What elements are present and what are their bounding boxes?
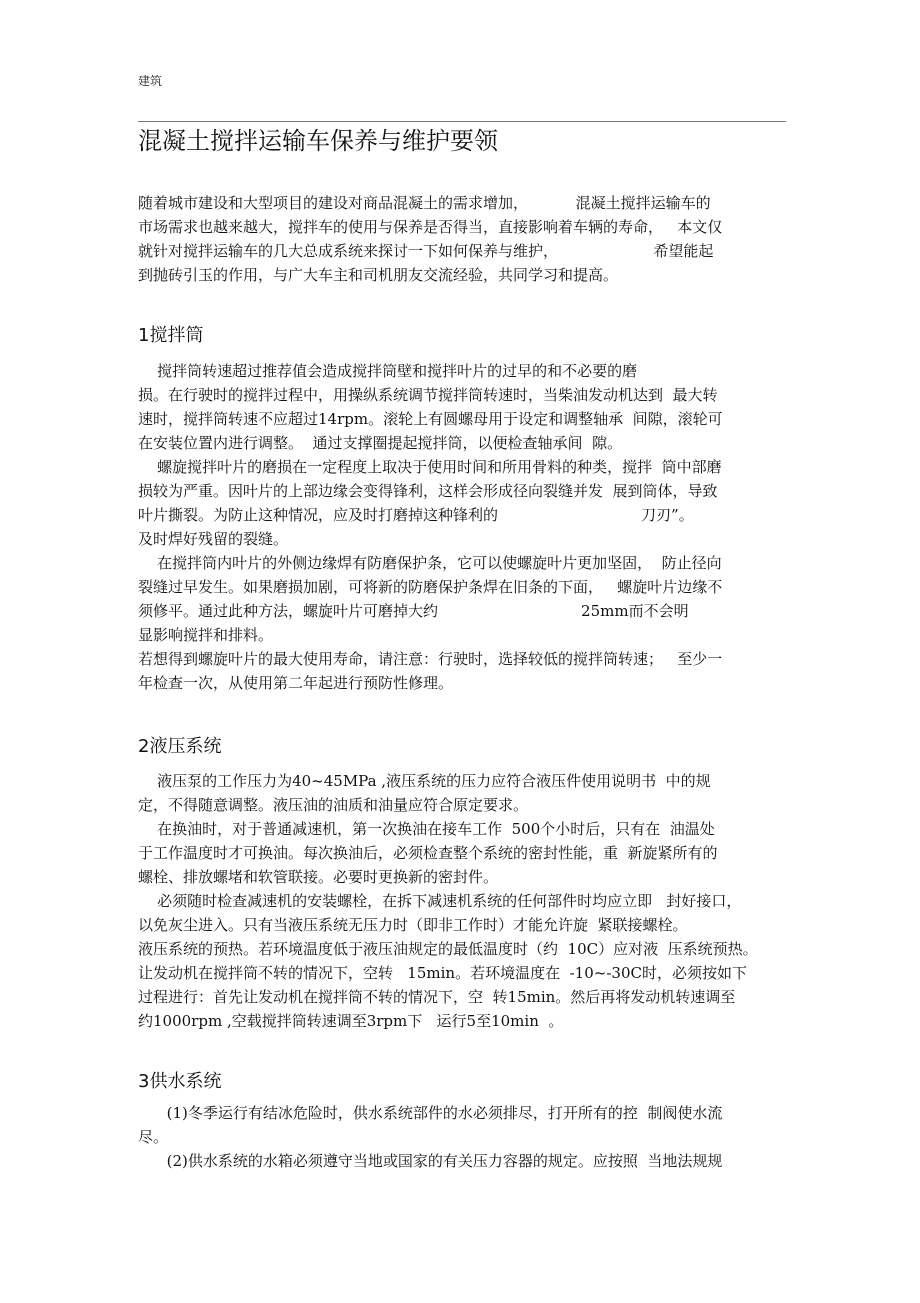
text-line: 过程进行：首先让发动机在搅拌筒不转的情况下，空 转15min。然后再将发动机转速调至: [138, 988, 736, 1006]
text-line: 必须随时检查减速机的安装螺栓，在拆下减速机系统的任何部件时均应立即 封好接口，: [138, 892, 742, 910]
text-line: (1)冬季运行有结冰危险时，供水系统部件的水必须排尽，打开所有的控 制阀使水流: [138, 1104, 723, 1122]
text-line: 在安装位置内进行调整。 通过支撑圈提起搅拌筒，以便检查轴承间 隙。: [138, 434, 623, 452]
text-line: 市场需求也越来越大，搅拌车的使用与保养是否得当，直接影响着车辆的寿命， 本文仅: [138, 218, 723, 236]
header-rule: [138, 121, 786, 122]
text-line: 在换油时，对于普通减速机，第一次换油在接车工作 500个小时后，只有在 油温处: [138, 820, 715, 838]
text-line: 到抛砖引玉的作用，与广大车主和司机朋友交流经验，共同学习和提高。: [138, 266, 619, 284]
text-line: 定，不得随意调整。液压油的油质和油量应符合原定要求。: [138, 796, 529, 814]
header-label: 建筑: [138, 74, 163, 88]
text-line: 及时焊好残留的裂缝。: [138, 530, 289, 548]
section-heading: 1搅拌筒: [138, 325, 204, 346]
text-line: 损较为严重。因叶片的上部边缘会变得锋利，这样会形成径向裂缝并发 展到筒体，导致: [138, 482, 718, 500]
text-line: 于工作温度时才可换油。每次换油后，必须检查整个系统的密封性能，重 新旋紧所有的: [138, 844, 718, 862]
text-line: 须修平。通过此种方法，螺旋叶片可磨掉大约 25mm而不会明: [138, 602, 689, 620]
text-line: 损。在行驶时的搅拌过程中，用操纵系统调节搅拌筒转速时，当柴油发动机达到 最大转: [138, 386, 718, 404]
text-line: 让发动机在搅拌筒不转的情况下，空转 15min。若环境温度在 -10~-30C时，必须按如下: [138, 964, 747, 982]
text-line: (2)供水系统的水箱必须遵守当地或国家的有关压力容器的规定。应按照 当地法规规: [138, 1152, 723, 1170]
text-line: 年检查一次，从使用第二年起进行预防性修理。: [138, 674, 454, 692]
text-line: 螺栓、排放螺堵和软管联接。必要时更换新的密封件。: [138, 868, 499, 886]
text-line: 叶片撕裂。为防止这种情况，应及时打磨掉这种锋利的 刀刃”。: [138, 506, 694, 524]
text-line: 就针对搅拌运输车的几大总成系统来探讨一下如何保养与维护， 希望能起: [138, 242, 714, 260]
text-line: 在搅拌筒内叶片的外侧边缘焊有防磨保护条，它可以使螺旋叶片更加坚固， 防止径向: [138, 554, 722, 572]
text-line: 显影响搅拌和排料。: [138, 626, 274, 644]
text-line: 速时，搅拌筒转速不应超过14rpm。滚轮上有圆螺母用于设定和调整轴承 间隙，滚轮可: [138, 410, 723, 428]
page-title: 混凝土搅拌运输车保养与维护要领: [138, 127, 498, 155]
text-line: 液压系统的预热。若环境温度低于液压油规定的最低温度时（约 10C）应对液 压系统预热。: [138, 940, 758, 958]
section-heading: 3供水系统: [138, 1071, 222, 1092]
text-line: 若想得到螺旋叶片的最大使用寿命，请注意：行驶时，选择较低的搅拌筒转速； 至少一: [138, 650, 723, 668]
text-line: 尽。: [138, 1128, 169, 1146]
text-line: 搅拌筒转速超过推荐值会造成搅拌筒壁和搅拌叶片的过早的和不必要的磨: [138, 362, 638, 380]
section-heading: 2液压系统: [138, 736, 222, 757]
text-line: 以免灰尘进入。只有当液压系统无压力时（即非工作时）才能允许旋 紧联接螺栓。: [138, 916, 688, 934]
text-line: 液压泵的工作压力为40~45MPa ,液压系统的压力应符合液压件使用说明书 中的规: [138, 772, 711, 790]
text-line: 随着城市建设和大型项目的建设对商品混凝土的需求增加， 混凝土搅拌运输车的: [138, 194, 711, 212]
text-line: 裂缝过早发生。如果磨损加剧，可将新的防磨保护条焊在旧条的下面， 螺旋叶片边缘不: [138, 578, 723, 596]
text-line: 螺旋搅拌叶片的磨损在一定程度上取决于使用时间和所用骨料的种类，搅拌 筒中部磨: [138, 458, 722, 476]
text-line: 约1000rpm ,空载搅拌筒转速调至3rpm下 运行5至10min 。: [138, 1012, 564, 1030]
